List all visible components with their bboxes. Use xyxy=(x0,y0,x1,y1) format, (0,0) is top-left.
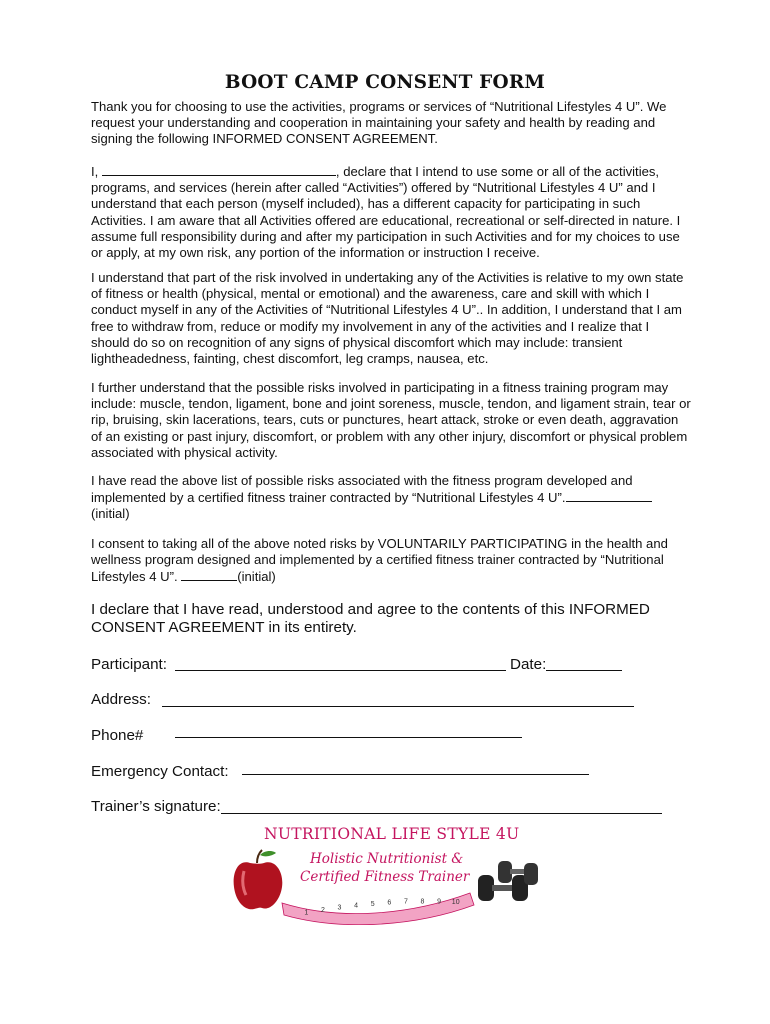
emergency-contact-line[interactable] xyxy=(242,774,589,775)
tape-measure xyxy=(282,893,474,925)
read-paragraph xyxy=(91,473,691,523)
tape-number: 8 xyxy=(420,898,425,906)
declaration-prefix: I, xyxy=(91,164,99,179)
tape-number: 2 xyxy=(320,907,325,914)
participant-signature-line[interactable] xyxy=(175,670,506,671)
tape-number: 4 xyxy=(354,902,359,910)
read-text: I have read the above list of possible risks associated with the fitness program developed and implemented by a certified fitness trainer contracted by “Nutritional Lifestyles 4 U”. xyxy=(91,473,633,506)
consent-initial-label: (initial) xyxy=(237,569,276,585)
logo-line-2: Certified Fitness Trainer xyxy=(300,869,470,885)
logo-name: NUTRITIONAL LIFE STYLE 4U xyxy=(264,825,520,843)
brand-logo xyxy=(230,825,550,925)
trainer-signature-line[interactable] xyxy=(221,813,662,814)
risks-list-paragraph: I further understand that the possible risks involved in participating in a fitness training program may include: muscle, tendon, ligament, bone and joint soreness, muscle, tendon, and ligament strain, tear or rip, bruising, skin lacerations, tears, cuts or punctures, heart attack, stroke or even death, aggravation of an existing or past injury, discomfort, or problem with any other injury, discomfort or physical problem associated with physical activity. xyxy=(91,380,691,460)
tape-number: 7 xyxy=(403,898,408,906)
read-initial-label: (initial) xyxy=(91,506,130,522)
tape-number: 10 xyxy=(451,898,460,906)
consent-paragraph xyxy=(91,536,691,586)
date-label: Date: xyxy=(510,656,547,673)
tape-number: 9 xyxy=(437,898,442,906)
intro-paragraph: Thank you for choosing to use the activities, programs or services of “Nutritional Lifestyles 4 U”. We request your understanding and cooperation in maintaining your safety and health by reading and signing the following INFORMED CONSENT AGREEMENT. xyxy=(91,99,667,147)
consent-initial-blank[interactable] xyxy=(181,568,237,581)
trainer-signature-label: Trainer’s signature: xyxy=(91,798,221,815)
phone-line[interactable] xyxy=(175,737,522,738)
phone-label: Phone# xyxy=(91,727,144,744)
address-label: Address: xyxy=(91,691,151,708)
tape-number: 1 xyxy=(304,909,309,917)
read-initial-blank[interactable] xyxy=(566,489,652,502)
apple-icon xyxy=(234,850,283,909)
risk-paragraph: I understand that part of the risk involved in undertaking any of the Activities is relative to my own state of fitness or health (physical, mental or emotional) and the awareness, care and skill with which I conduct myself in any of the Activities of “Nutritional Lifestyles 4 U”.. In addition, I understand that I am free to withdraw from, reduce or modify my involvement in any of the activities and I realize that I should do so on recognition of any signs of physical discomfort which may include: transient lightheadedness, fainting, chest discomfort, leg cramps, nausea, etc. xyxy=(91,270,684,367)
dumbbell-icon xyxy=(478,861,538,901)
tape-number: 5 xyxy=(370,900,375,908)
logo-graphic xyxy=(230,825,550,925)
address-line[interactable] xyxy=(162,706,634,707)
agreement-statement: I declare that I have read, understood and agree to the contents of this INFORMED CONSENT AGREEMENT in its entirety. xyxy=(91,601,650,636)
name-blank-field[interactable] xyxy=(102,163,336,176)
declaration-body: , declare that I intend to use some or all of the activities, programs, and services (herein after called “Activities”) offered by “Nutritional Lifestyles 4 U” and I understand that each person (myself included), has a different capacity for participating in such Activities. I am aware that all Activities offered are educational, recreational or self-directed in nature. I assume full responsibility during and after my participation in such Activities and for my choices to use or apply, at my own risk, any portion of the information or instruction I receive. xyxy=(91,164,681,261)
emergency-contact-label: Emergency Contact: xyxy=(91,763,229,780)
tape-number: 6 xyxy=(387,899,392,907)
tape-number: 3 xyxy=(337,904,342,912)
date-line[interactable] xyxy=(546,670,622,671)
form-title: BOOT CAMP CONSENT FORM xyxy=(224,72,546,93)
declaration-paragraph xyxy=(91,163,691,261)
consent-text: I consent to taking all of the above noted risks by VOLUNTARILY PARTICIPATING in the health and wellness program designed and implemented by a certified fitness trainer contracted by “Nutritional Lifestyles 4 U”. xyxy=(91,536,668,585)
logo-line-1: Holistic Nutritionist & xyxy=(310,851,464,867)
participant-label: Participant: xyxy=(91,656,167,673)
